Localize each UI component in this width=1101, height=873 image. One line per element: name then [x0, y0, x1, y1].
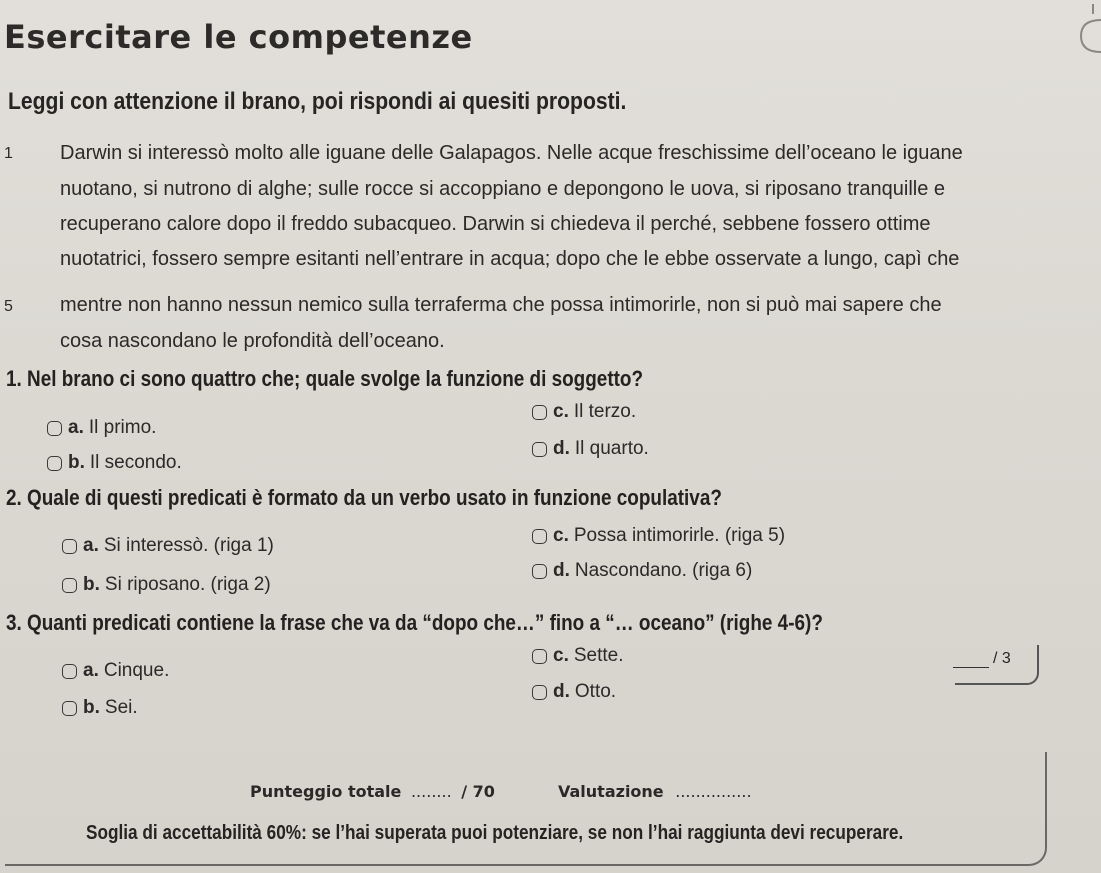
radio-checkbox-icon[interactable]: [532, 405, 547, 420]
option-text: Il secondo.: [89, 452, 182, 473]
option-letter: a.: [83, 660, 99, 681]
option-letter: b.: [83, 574, 100, 595]
instructions: Leggi con attenzione il brano, poi rispondi ai quesiti proposti.: [8, 88, 627, 115]
q1-option-d[interactable]: [532, 438, 649, 460]
total-score: [250, 782, 495, 801]
total-blank[interactable]: ........: [410, 782, 452, 801]
question-1: 1. Nel brano ci sono quattro che; quale svolge la funzione di soggetto?: [6, 366, 644, 391]
passage-line: nuotano, si nutrono di alghe; sulle rocce si accoppiano e depongono le uova, si riposano tranquille e: [60, 178, 946, 200]
q3-option-d[interactable]: [532, 681, 616, 703]
option-letter: b.: [68, 452, 85, 473]
footer-box: [5, 752, 1047, 866]
radio-checkbox-icon[interactable]: [62, 539, 77, 554]
option-text: Si interessò. (riga 1): [103, 535, 274, 556]
score-max: / 3: [993, 650, 1011, 667]
option-text: Sette.: [573, 645, 624, 666]
radio-checkbox-icon[interactable]: [47, 421, 62, 436]
q2-option-b[interactable]: [62, 574, 271, 596]
option-letter: a.: [83, 535, 99, 556]
passage-line: cosa nascondano le profondità dell’oceano.: [60, 330, 445, 352]
q1-option-b[interactable]: [47, 452, 182, 474]
passage-line: recuperano calore dopo il freddo subacqueo. Darwin si chiedeva il perché, sebbene fossero ottime: [60, 213, 931, 235]
line-number: 1: [4, 145, 13, 162]
radio-checkbox-icon[interactable]: [62, 578, 77, 593]
score-blank[interactable]: [953, 667, 989, 668]
q2-option-c[interactable]: [532, 525, 785, 547]
radio-checkbox-icon[interactable]: [47, 456, 62, 471]
q2-option-d[interactable]: [532, 560, 752, 582]
option-letter: c.: [553, 401, 569, 422]
line-number: 5: [4, 298, 13, 315]
evaluation: [558, 782, 752, 801]
radio-checkbox-icon[interactable]: [62, 664, 77, 679]
option-text: Il quarto.: [574, 438, 649, 459]
page-corner-tab: [1071, 0, 1101, 70]
option-letter: b.: [83, 697, 100, 718]
option-letter: d.: [553, 681, 570, 702]
threshold-note: Soglia di accettabilità 60%: se l’hai superata puoi potenziare, se non l’hai raggiunta devi recuperare.: [86, 822, 904, 844]
eval-label: Valutazione: [558, 782, 664, 801]
radio-checkbox-icon[interactable]: [532, 564, 547, 579]
partial-score[interactable]: [953, 650, 1011, 668]
total-label: Punteggio totale: [250, 782, 402, 801]
question-3: 3. Quanti predicati contiene la frase che va da “dopo che…” fino a “… oceano” (righe 4-6)?: [6, 610, 823, 635]
option-text: Sei.: [104, 697, 138, 718]
radio-checkbox-icon[interactable]: [532, 685, 547, 700]
passage-line: nuotatrici, fossero sempre esitanti nell’entrare in acqua; dopo che le ebbe osservate a lungo, capì che: [60, 248, 960, 270]
option-text: Nascondano. (riga 6): [574, 560, 753, 581]
radio-checkbox-icon[interactable]: [532, 529, 547, 544]
option-text: Il primo.: [88, 417, 157, 438]
question-2: 2. Quale di questi predicati è formato da un verbo usato in funzione copulativa?: [6, 485, 722, 510]
q2-option-a[interactable]: [62, 535, 274, 557]
radio-checkbox-icon[interactable]: [62, 701, 77, 716]
radio-checkbox-icon[interactable]: [532, 442, 547, 457]
option-text: Cinque.: [103, 660, 170, 681]
q3-option-b[interactable]: [62, 697, 138, 719]
option-letter: a.: [68, 417, 84, 438]
section-heading: Esercitare le competenze: [4, 18, 473, 56]
option-text: Il terzo.: [573, 401, 637, 422]
option-letter: d.: [553, 438, 570, 459]
q1-option-a[interactable]: [47, 417, 156, 439]
option-text: Si riposano. (riga 2): [104, 574, 271, 595]
q3-option-c[interactable]: [532, 645, 624, 667]
radio-checkbox-icon[interactable]: [532, 649, 547, 664]
eval-blank[interactable]: ...............: [675, 782, 752, 801]
option-letter: d.: [553, 560, 570, 581]
option-text: Possa intimorirle. (riga 5): [573, 525, 786, 546]
option-letter: c.: [553, 645, 569, 666]
q1-option-c[interactable]: [532, 401, 636, 423]
option-letter: c.: [553, 525, 569, 546]
passage-line: mentre non hanno nessun nemico sulla terraferma che possa intimorirle, non si può mai sapere che: [60, 294, 942, 316]
q3-option-a[interactable]: [62, 660, 169, 682]
passage-line: Darwin si interessò molto alle iguane delle Galapagos. Nelle acque freschissime dell’oceano le iguane: [60, 142, 963, 164]
total-max: / 70: [461, 782, 495, 801]
option-text: Otto.: [574, 681, 617, 702]
